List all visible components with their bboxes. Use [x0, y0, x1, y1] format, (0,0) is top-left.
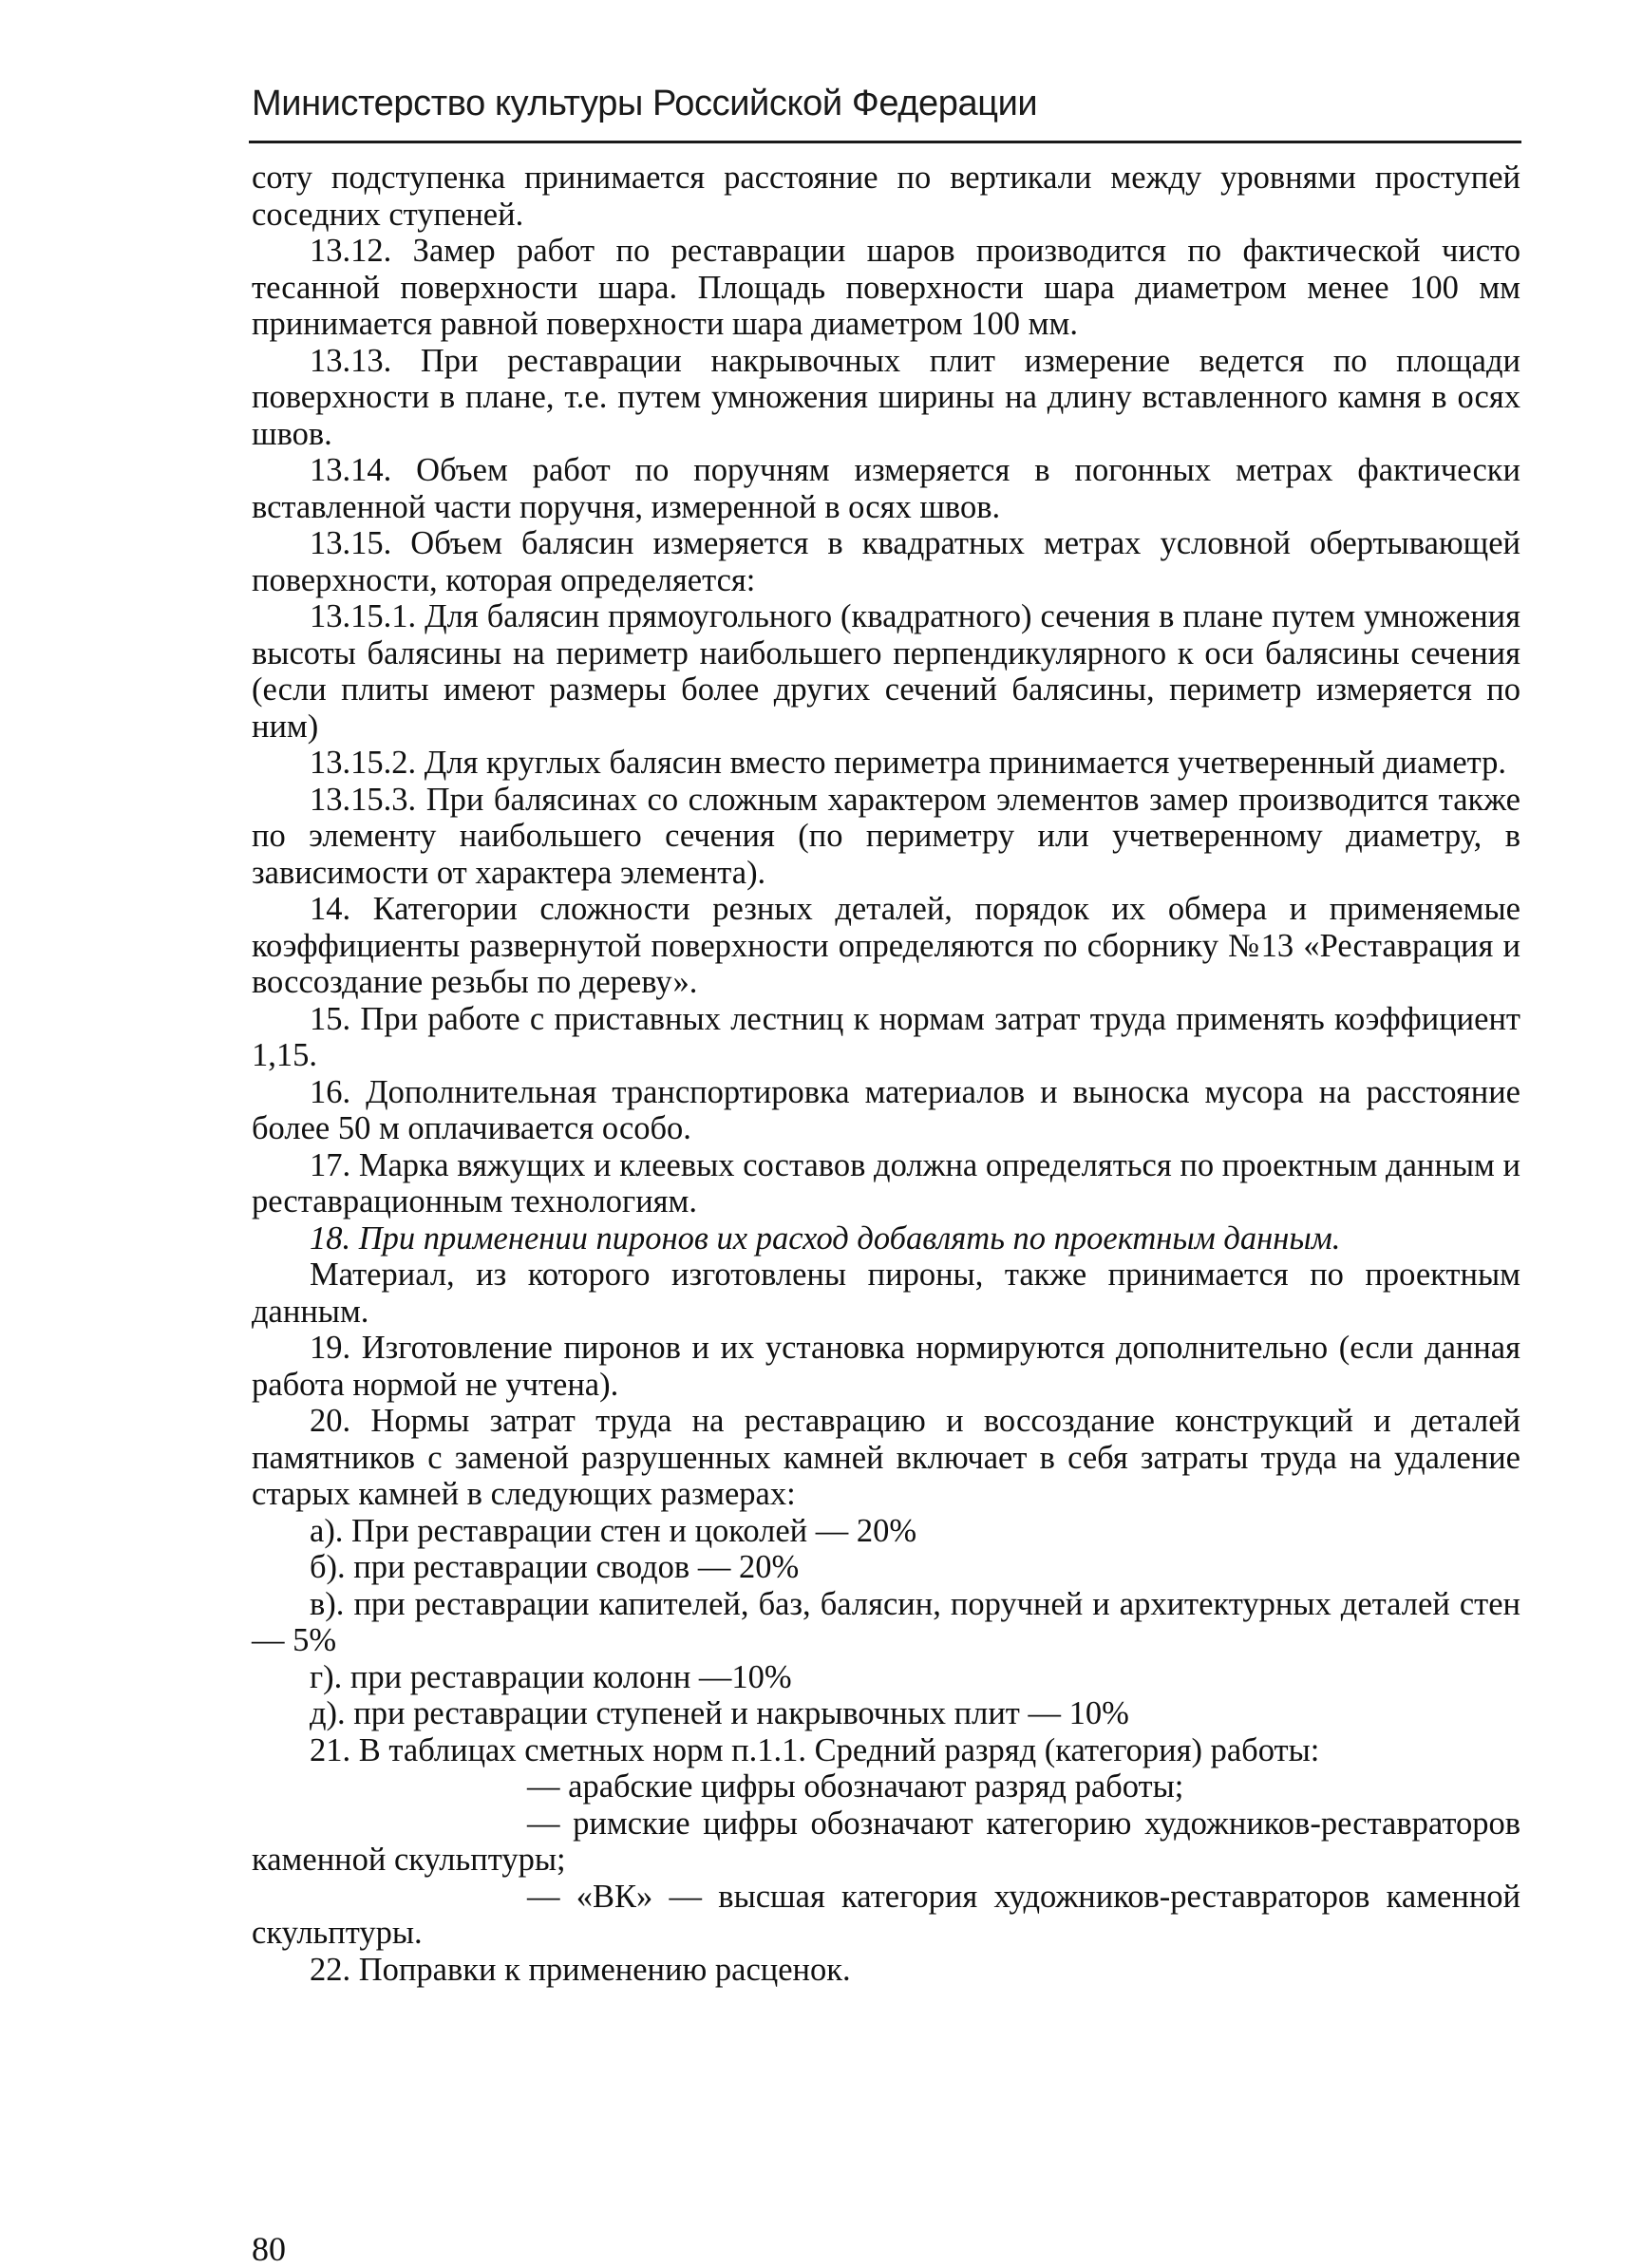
- list-item-a: а). При реставрации стен и цоколей — 20%: [310, 1512, 917, 1549]
- paragraph-13-15-2: 13.15.2. Для круглых балясин вместо периметра принимается учетверенный диаметр.: [310, 745, 1507, 781]
- page-header-title: Министерство культуры Российской Федерации: [252, 84, 1038, 123]
- paragraph-21: 21. В таблицах сметных норм п.1.1. Средний разряд (категория) работы:: [310, 1731, 1320, 1768]
- list-item-g: г). при реставрации колонн —10%: [310, 1658, 792, 1695]
- header-rule: [249, 141, 1521, 143]
- paragraph-16: 16. Дополнительная транспортировка материалов и выноска мусора на расстояние более 50 м оплачивается особо.: [252, 1073, 1520, 1146]
- paragraph-22: 22. Поправки к применению расценок.: [310, 1951, 851, 1988]
- paragraph-18: 18. При применении пиронов их расход добавлять по проектным данным.: [310, 1219, 1341, 1257]
- paragraph-20: 20. Нормы затрат труда на реставрацию и воссоздание конструкций и деталей памятников с заменой разрушенных камней включает в себя затраты труда на удаление старых камней в следующих размерах:: [252, 1403, 1520, 1512]
- page-number: 80: [252, 2230, 286, 2268]
- paragraph-riser-height: соту подступенка принимается расстояние по вертикали между уровнями проступей соседних ступеней.: [252, 160, 1520, 233]
- list-item-b: б). при реставрации сводов — 20%: [310, 1549, 800, 1585]
- paragraph-13-14: 13.14. Объем работ по поручням измеряется в погонных метрах фактически вставленной части поручня, измеренной в осях швов.: [252, 452, 1520, 525]
- paragraph-13-15-3: 13.15.3. При балясинах со сложным характером элементов замер производится также по элементу наибольшего сечения (по периметру или учетверенному диаметру, в зависимости от характера элемента).: [252, 781, 1520, 891]
- dash-item-roman: — римские цифры обозначают категорию художников-реставраторов каменной скульптуры;: [252, 1805, 1520, 1878]
- paragraph-18-material: Материал, из которого изготовлены пироны, также принимается по проектным данным.: [252, 1257, 1520, 1330]
- paragraph-13-13: 13.13. При реставрации накрывочных плит измерение ведется по площади поверхности в плане, т.е. путем умножения ширины на длину вставленного камня в осях швов.: [252, 342, 1520, 452]
- paragraph-19: 19. Изготовление пиронов и их установка нормируются дополнительно (если данная работа нормой не учтена).: [252, 1330, 1520, 1403]
- paragraph-15: 15. При работе с приставных лестниц к нормам затрат труда применять коэффициент 1,15.: [252, 1000, 1520, 1073]
- paragraph-17: 17. Марка вяжущих и клеевых составов должна определяться по проектным данным и реставрационным технологиям.: [252, 1146, 1520, 1219]
- document-body: [252, 160, 1520, 1988]
- paragraph-14: 14. Категории сложности резных деталей, порядок их обмера и применяемые коэффициенты развернутой поверхности определяются по сборнику №13 «Реставрация и воссоздание резьбы по дереву».: [252, 891, 1520, 1000]
- list-item-v: в). при реставрации капителей, баз, балясин, поручней и архитектурных деталей стен — 5%: [252, 1585, 1520, 1658]
- paragraph-13-15-1: 13.15.1. Для балясин прямоугольного (квадратного) сечения в плане путем умножения высоты балясины на периметр наибольшего перпендикулярного к оси балясины сечения (если плиты имеют размеры более других сечений балясины, периметр измеряется по ним): [252, 598, 1520, 745]
- dash-item-arabic: — арабские цифры обозначают разряд работы;: [527, 1768, 1184, 1805]
- paragraph-13-15: 13.15. Объем балясин измеряется в квадратных метрах условной обертывающей поверхности, которая определяется:: [252, 525, 1520, 598]
- paragraph-13-12: 13.12. Замер работ по реставрации шаров производится по фактической чисто тесанной поверхности шара. Площадь поверхности шара диаметром менее 100 мм принимается равной поверхности шара диаметром 100 мм.: [252, 233, 1520, 342]
- dash-item-vk: — «ВК» — высшая категория художников-реставраторов каменной скульптуры.: [252, 1878, 1520, 1951]
- list-item-d: д). при реставрации ступеней и накрывочных плит — 10%: [310, 1695, 1129, 1731]
